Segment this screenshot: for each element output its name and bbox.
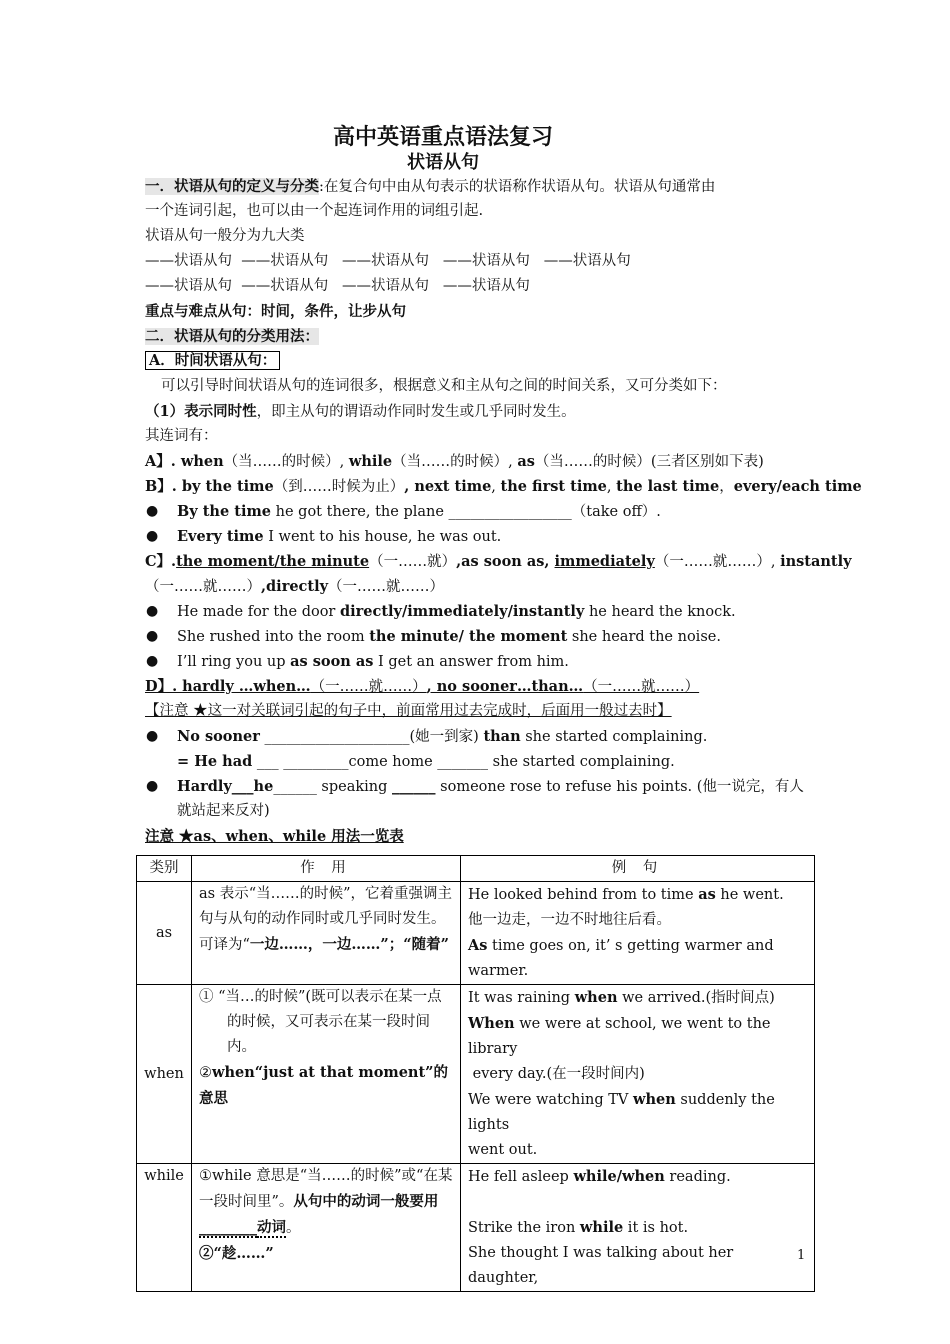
p1-text: ，即主从句的谓语动作同时发生或几乎同时发生。: [256, 404, 576, 420]
d-ex3-b: ______ speaking: [273, 779, 393, 795]
table-header-row: [137, 856, 815, 882]
b-ex2-text: I went to his house, he was out.: [263, 529, 502, 545]
b-example-2: [177, 524, 847, 550]
when-ex4-a: We were watching TV: [468, 1092, 633, 1108]
sec2-p1: [145, 399, 815, 425]
example-cell: [461, 882, 815, 985]
c-example-3: [177, 649, 847, 675]
d-example-1: [177, 724, 847, 750]
a-as-gloss: （当……的时候）(三者区别如下表): [534, 454, 764, 470]
while-blank: ________: [199, 1219, 257, 1236]
example-spacer: [468, 1190, 807, 1215]
when-ex2-a: When: [468, 1015, 515, 1032]
d-gloss2: （一……就……）: [583, 679, 700, 695]
example-cell: [461, 985, 815, 1164]
page-title: 高中英语重点语法复习: [332, 124, 553, 150]
while-use-1d: 动词: [257, 1219, 286, 1236]
d-ex1-c: than: [483, 728, 521, 745]
b-sep1: ,: [491, 479, 501, 495]
as-ex3-a: As: [468, 937, 488, 954]
sec1-line1: [145, 174, 815, 200]
while-ex1-b: while/when: [573, 1168, 665, 1185]
when-ex1-a: It was raining: [468, 990, 575, 1006]
p1-bold: （1）表示同时性: [145, 403, 257, 420]
c-ex1-a: He made for the door: [177, 604, 340, 620]
b-sep3: ，: [719, 479, 734, 495]
bullet-icon: ●: [146, 528, 159, 544]
while-use-1: [199, 1164, 453, 1241]
c-ex2-c: she heard the noise.: [567, 629, 721, 645]
c-ex2-b: the minute/ the moment: [369, 628, 568, 645]
d-hardly-when: D】. hardly …when…: [145, 678, 311, 695]
when-ex1-b: when: [574, 989, 618, 1006]
d-ex1-b: ____________________(她一到家): [259, 729, 484, 745]
b-sep2: ,: [606, 479, 617, 495]
example-line: [468, 882, 807, 908]
a-while-gloss: （当……的时候）,: [392, 454, 518, 470]
d-note: 【注意 ★这一对关联词引起的句子中，前面常用过去完成时，后面用一般过去时】: [145, 703, 672, 719]
table-header-cell: 类别: [137, 856, 192, 882]
when-ex4-c: suddenly the lights: [468, 1092, 775, 1133]
usage-table: [136, 855, 815, 1292]
sec2-subheading: A．时间状语从句：: [145, 351, 280, 370]
when-use-2: [199, 1060, 453, 1112]
sec1-key: 重点与难点从句：时间，条件，让步从句: [145, 303, 406, 320]
c-immediately: immediately: [554, 553, 655, 570]
a-while: while: [348, 453, 393, 470]
group-c-cont: [145, 574, 815, 600]
sec1-heading: 一．状语从句的定义与分类: [145, 178, 319, 195]
row-label: as: [137, 882, 192, 985]
d-example-2: [177, 749, 847, 775]
example-line: [468, 985, 807, 1011]
example-line: [468, 933, 807, 959]
b-ex1-bold: By the time: [177, 503, 272, 520]
bullet-icon: ●: [146, 603, 159, 619]
b-ex1-text: he got there, the plane _________________（take off）.: [271, 504, 661, 520]
d-ex1-a: No sooner: [177, 728, 260, 745]
while-ex1-a: He fell asleep: [468, 1169, 574, 1185]
when-ex1-c: we arrived.(指时间点): [617, 990, 775, 1006]
a-when: A】. when: [145, 453, 224, 470]
while-ex2-c: it is hot.: [623, 1220, 689, 1236]
c-the-moment: the moment/the minute: [176, 553, 370, 570]
example-line: every day.(在一段时间内): [468, 1066, 645, 1082]
sec1-row1: ——状语从句 ——状语从句 ——状语从句 ——状语从句 ——状语从句: [145, 253, 631, 269]
table-row: [137, 985, 815, 1164]
d-example-3-cont: 就站起来反对): [177, 803, 270, 819]
while-use-1b: 从句中的动词一般要用: [293, 1193, 439, 1210]
b-ex2-bold: Every time: [177, 528, 264, 545]
while-use-1a: ①while 意思是“当……的时候”或“在某一段时间里”。: [199, 1168, 453, 1210]
c-label: C】.: [145, 553, 177, 570]
bullet-icon: ●: [146, 628, 159, 644]
sec2-heading: 二．状语从句的分类用法：: [145, 328, 319, 345]
table-row: [137, 1164, 815, 1292]
example-line: went out.: [468, 1142, 538, 1158]
group-c: [145, 549, 852, 575]
example-line: She thought I was talking about her daughter,: [468, 1245, 734, 1286]
usage-cell: [192, 985, 461, 1164]
d-gloss1: （一……就……）: [310, 679, 427, 695]
table-row: [137, 882, 815, 985]
b-first-time: the first time: [500, 478, 607, 495]
when-use-2a: ②: [199, 1065, 212, 1081]
when-use-1: ① “当…的时候”(既可以表示在某一点的时候，又可表示在某一段时间内。: [199, 989, 442, 1055]
example-line: 他一边走，一边不时地往后看。: [468, 912, 671, 928]
while-use-2: ②“趁……”: [199, 1245, 274, 1262]
c-ex1-c: he heard the knock.: [584, 604, 736, 620]
table-header-cell: 作 用: [192, 856, 461, 882]
c-instantly: instantly: [780, 553, 852, 570]
group-a: [145, 449, 815, 475]
row-label: when: [137, 985, 192, 1164]
as-ex1-b: as: [698, 886, 716, 903]
while-ex1-c: reading.: [664, 1169, 731, 1185]
table-note: 注意 ★as、when、while 用法一览表: [145, 828, 404, 845]
d-example-3: [177, 774, 847, 800]
sec1-text-b: 一个连词引起，也可以由一个起连词作用的词组引起.: [145, 203, 484, 219]
b-example-1: [177, 499, 847, 525]
d-ex3-d: someone rose to refuse his points. (他一说完，有人: [435, 779, 804, 795]
sec1-row2: ——状语从句 ——状语从句 ——状语从句 ——状语从句: [145, 278, 530, 294]
c-gloss2: （一……就……）,: [654, 554, 781, 570]
when-use-2b: when“just at that moment”的意思: [199, 1064, 449, 1107]
as-ex1-a: He looked behind from to time: [468, 887, 699, 903]
d-ex1-d: she started complaining.: [520, 729, 708, 745]
bullet-icon: ●: [146, 778, 159, 794]
page-number: 1: [797, 1248, 806, 1263]
c-gloss3: （一……就……）: [145, 579, 261, 595]
as-ex3-b: time goes on, it’ s getting warmer and: [487, 938, 774, 954]
bullet-icon: ●: [146, 653, 159, 669]
example-cell: [461, 1164, 815, 1292]
example-line: warmer.: [468, 963, 529, 979]
sec2-conj: 其连词有：: [145, 428, 218, 444]
example-line: [468, 1164, 807, 1190]
c-ex3-b: as soon as: [290, 653, 374, 670]
bullet-icon: ●: [146, 728, 159, 744]
c-gloss1: （一……就）: [369, 554, 457, 570]
row-label: while: [137, 1164, 192, 1292]
example-line: [468, 1011, 807, 1062]
b-last-time: the last time: [616, 478, 720, 495]
a-as: as: [517, 453, 535, 470]
page-subtitle: 状语从句: [407, 152, 479, 173]
when-ex2-b: we were at school, we went to the library: [468, 1016, 771, 1057]
c-ex3-a: I’ll ring you up: [177, 654, 291, 670]
c-gloss4: （一……就……）: [328, 579, 445, 595]
b-by-the-time: B】. by the time: [145, 478, 274, 495]
group-d: [145, 674, 815, 700]
usage-cell: [192, 1164, 461, 1292]
bullet-icon: ●: [146, 503, 159, 519]
example-line: [468, 1215, 807, 1241]
d-ex3-a: Hardly___he: [177, 778, 274, 795]
d-ex2-a: = He had: [177, 753, 253, 770]
c-directly: ,directly: [261, 578, 329, 595]
a-when-gloss: （当……的时候）,: [223, 454, 349, 470]
sec1-text-a: :在复合句中由从句表示的状语称作状语从句。状语从句通常由: [319, 179, 716, 195]
sec1-text-c: 状语从句一般分为九大类: [145, 228, 305, 244]
table-header-cell: 例 句: [461, 856, 815, 882]
c-ex1-b: directly/immediately/instantly: [339, 603, 585, 620]
while-use-1e: 。: [286, 1220, 301, 1236]
b-next-time: , next time: [404, 478, 492, 495]
usage-cell: [192, 882, 461, 985]
as-use-b: 一边……，一边……”；“随着”: [249, 936, 449, 953]
d-ex2-b: ___ _________come home _______ she started complaining.: [252, 754, 675, 770]
as-use-a: as 表示“当……的时候”，它着重强调主句与从句的动作同时或几乎同时发生。可译为“: [199, 886, 453, 953]
group-b: [145, 474, 862, 500]
example-line: [468, 1087, 807, 1138]
d-ex3-c: ______: [392, 778, 436, 795]
sec2-intro: 可以引导时间状语从句的连词很多，根据意义和主从句之间的时间关系，又可分类如下：: [161, 378, 727, 394]
c-ex2-a: She rushed into the room: [177, 629, 370, 645]
c-ex3-c: I get an answer from him.: [373, 654, 569, 670]
while-ex2-a: Strike the iron: [468, 1220, 580, 1236]
as-ex1-c: he went.: [715, 887, 784, 903]
while-ex2-b: while: [579, 1219, 624, 1236]
b-gloss: （到……时候为止）: [273, 479, 405, 495]
when-ex4-b: when: [633, 1091, 676, 1108]
d-no-sooner: , no sooner…than…: [426, 678, 584, 695]
c-example-2: [177, 624, 847, 650]
c-as-soon-as: ,as soon as,: [456, 553, 555, 570]
b-every-time: every/each time: [733, 478, 862, 495]
c-example-1: [177, 599, 847, 625]
